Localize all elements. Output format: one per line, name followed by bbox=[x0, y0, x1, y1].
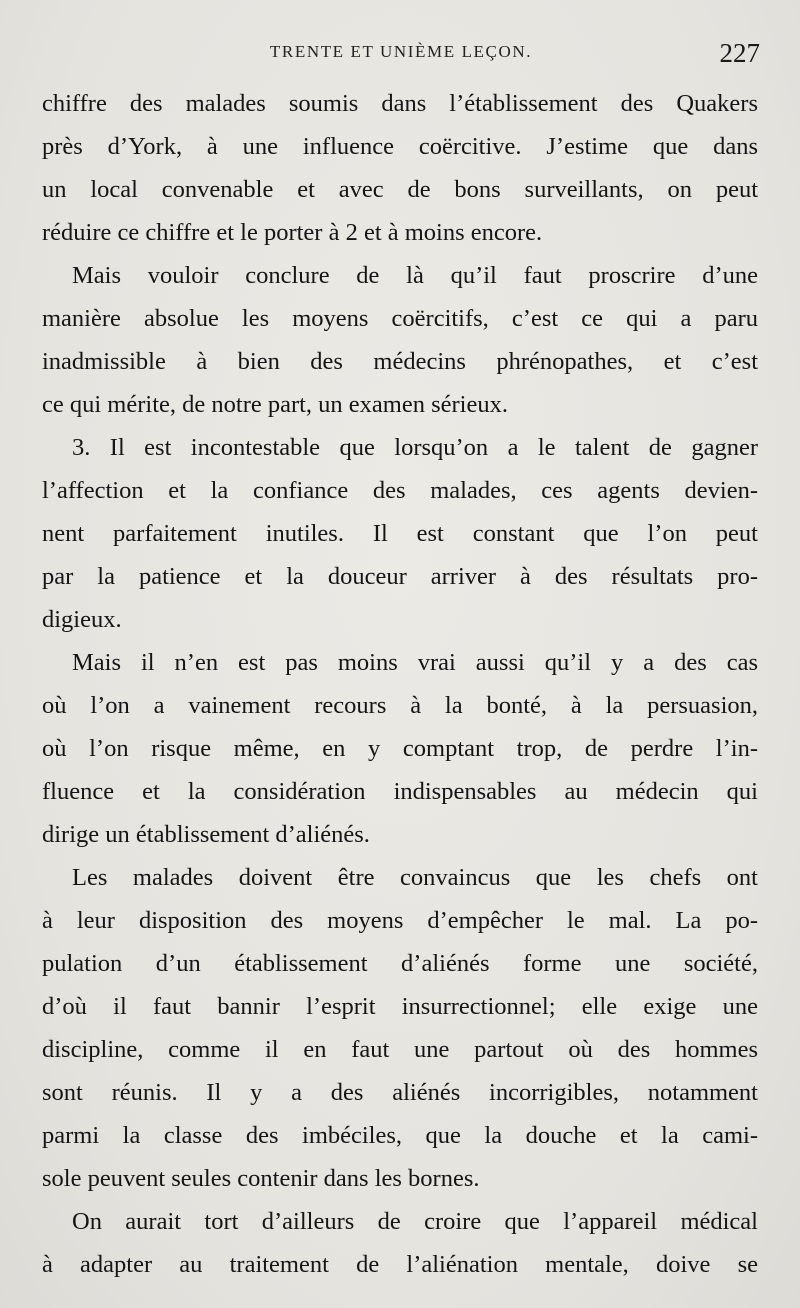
paragraph bbox=[42, 641, 758, 856]
paragraph bbox=[42, 82, 758, 254]
text-line: à leur disposition des moyens d’empêcher le mal. La po- bbox=[42, 907, 758, 934]
page-number: 227 bbox=[719, 38, 760, 68]
text-line: où l’on a vainement recours à la bonté, à la persuasion, bbox=[42, 692, 758, 719]
text-line: un local convenable et avec de bons surveillants, on peut bbox=[42, 176, 758, 203]
text-line: discipline, comme il en faut une partout où des hommes bbox=[42, 1036, 758, 1063]
text-line: Mais vouloir conclure de là qu’il faut proscrire d’une bbox=[72, 262, 758, 289]
text-line: chiffre des malades soumis dans l’établissement des Quakers bbox=[42, 90, 758, 117]
text-line: Les malades doivent être convaincus que les chefs ont bbox=[72, 864, 758, 891]
text-line: inadmissible à bien des médecins phrénopathes, et c’est bbox=[42, 348, 758, 375]
text-line: par la patience et la douceur arriver à des résultats pro- bbox=[42, 563, 758, 590]
running-head bbox=[42, 38, 760, 70]
text-line: ce qui mérite, de notre part, un examen sérieux. bbox=[42, 391, 508, 418]
text-line: l’affection et la confiance des malades, ces agents devien- bbox=[42, 477, 758, 504]
text-line: dirige un établissement d’aliénés. bbox=[42, 821, 370, 848]
paragraph bbox=[42, 856, 758, 1200]
text-line: réduire ce chiffre et le porter à 2 et à moins encore. bbox=[42, 219, 543, 246]
text-line: Mais il n’en est pas moins vrai aussi qu’il y a des cas bbox=[72, 649, 758, 676]
text-line: pulation d’un établissement d’aliénés forme une société, bbox=[42, 950, 758, 977]
text-line: fluence et la considération indispensables au médecin qui bbox=[42, 778, 758, 805]
text-line: où l’on risque même, en y comptant trop, de perdre l’in- bbox=[42, 735, 758, 762]
paragraph bbox=[42, 254, 758, 426]
text-line: sont réunis. Il y a des aliénés incorrigibles, notamment bbox=[42, 1079, 758, 1106]
paragraph bbox=[42, 1200, 758, 1286]
text-line: manière absolue les moyens coërcitifs, c’est ce qui a paru bbox=[42, 305, 758, 332]
text-line: sole peuvent seules contenir dans les bornes. bbox=[42, 1165, 480, 1192]
text-line: 3. Il est incontestable que lorsqu’on a le talent de gagner bbox=[72, 434, 758, 461]
text-line: d’où il faut bannir l’esprit insurrectionnel; elle exige une bbox=[42, 993, 758, 1020]
text-line: nent parfaitement inutiles. Il est constant que l’on peut bbox=[42, 520, 758, 547]
body-text bbox=[42, 82, 758, 1286]
text-line: digieux. bbox=[42, 606, 122, 633]
text-line: On aurait tort d’ailleurs de croire que l’appareil médical bbox=[72, 1208, 758, 1235]
text-line: parmi la classe des imbéciles, que la douche et la cami- bbox=[42, 1122, 758, 1149]
text-line: près d’York, à une influence coërcitive. J’estime que dans bbox=[42, 133, 758, 160]
paragraph bbox=[42, 426, 758, 641]
running-title: TRENTE ET UNIÈME LEÇON. bbox=[269, 42, 533, 61]
text-line: à adapter au traitement de l’aliénation mentale, doive se bbox=[42, 1251, 758, 1278]
